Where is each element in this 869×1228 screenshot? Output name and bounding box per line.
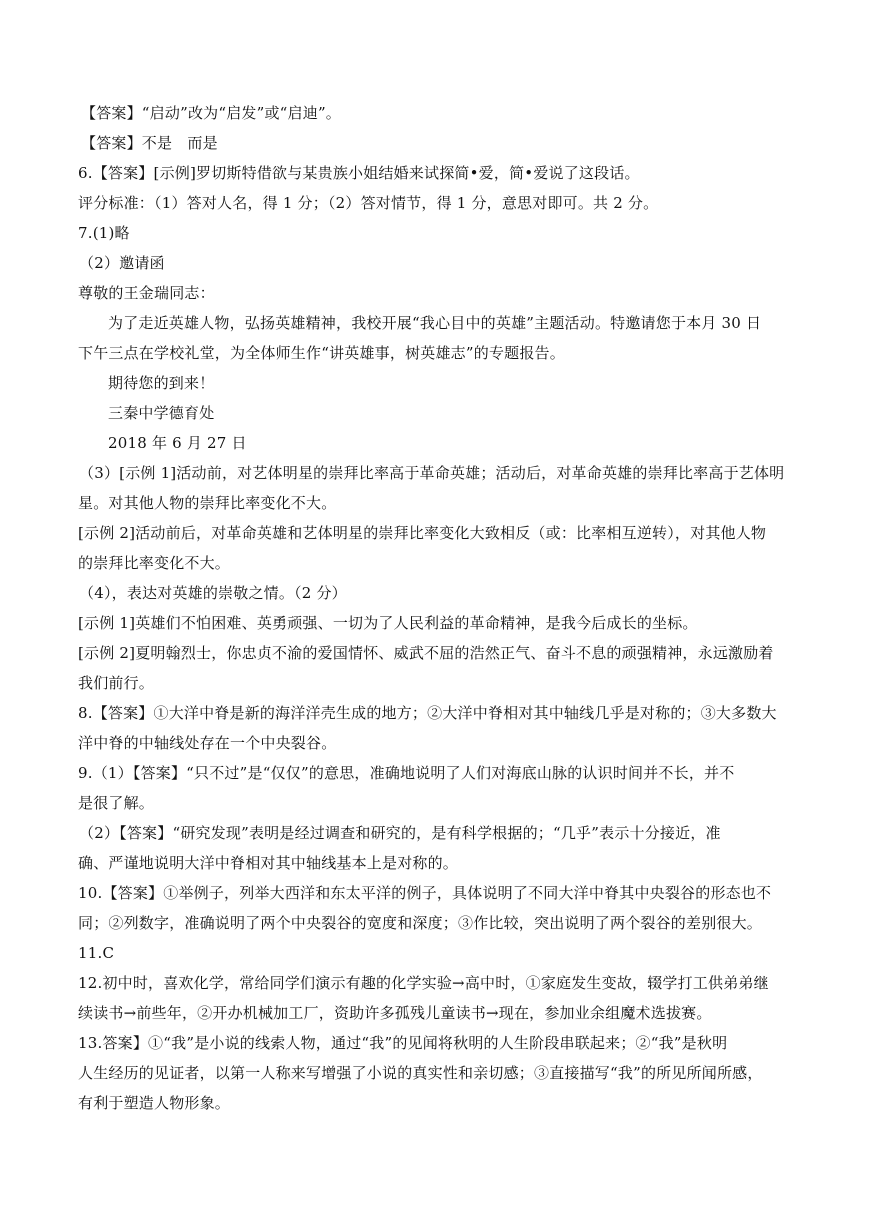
answer-line-16: 的崇拜比率变化不大。 xyxy=(78,554,231,572)
answer-line-17: （4），表达对英雄的崇敬之情。（2 分） xyxy=(79,584,347,602)
answer-line-5: 7.(1)略 xyxy=(78,224,130,242)
answer-line-14: 星。对其他人物的崇拜比率变化不大。 xyxy=(78,494,337,512)
answer-line-18: [示例 1]英雄们不怕困难、英勇顽强、一切为了人民利益的革命精神，是我今后成长的坐标。 xyxy=(78,614,698,632)
answer-line-30: 12.初中时，喜欢化学，常给同学们演示有趣的化学实验→高中时，①家庭发生变故，辍学打工供弟弟继 xyxy=(78,974,769,992)
answer-line-28: 同；②列数字，准确说明了两个中央裂谷的宽度和深度；③作比较，突出说明了两个裂谷的差别很大。 xyxy=(78,914,763,932)
answer-line-20: 我们前行。 xyxy=(78,674,155,692)
answer-line-19: [示例 2]夏明翰烈士，你忠贞不渝的爱国情怀、威武不屈的浩然正气、奋斗不息的顽强精神，永远激励着 xyxy=(78,644,774,662)
answer-line-8: 为了走近英雄人物，弘扬英雄精神，我校开展“我心目中的英雄”主题活动。特邀请您于本月 30 日 xyxy=(108,314,762,332)
answer-line-3: 6.【答案】[示例]罗切斯特借欲与某贵族小姐结婚来试探简•爱，简•爱说了这段话。 xyxy=(78,164,640,182)
answer-line-25: （2）【答案】“研究发现”表明是经过调查和研究的，是有科学根据的；“几乎”表示十分接近，准 xyxy=(79,824,721,842)
answer-line-12: 2018 年 6 月 27 日 xyxy=(108,434,247,452)
answer-line-4: 评分标准：（1）答对人名，得 1 分；（2）答对情节，得 1 分，意思对即可。共 2 分。 xyxy=(78,194,659,212)
answer-line-32: 13.答案】①“我”是小说的线索人物，通过“我”的见闻将秋明的人生阶段串联起来；②“我”是秋明 xyxy=(78,1034,728,1052)
answer-line-24: 是很了解。 xyxy=(78,794,155,812)
answer-line-21: 8.【答案】①大洋中脊是新的海洋洋壳生成的地方；②大洋中脊相对其中轴线几乎是对称的；③大多数大 xyxy=(78,704,777,722)
answer-line-2: 【答案】不是 而是 xyxy=(81,134,218,152)
answer-line-11: 三秦中学德育处 xyxy=(108,404,215,422)
answer-line-1: 【答案】“启动”改为“启发”或“启迪”。 xyxy=(81,104,342,122)
answer-line-34: 有利于塑造人物形象。 xyxy=(78,1094,231,1112)
answer-line-9: 下午三点在学校礼堂，为全体师生作“讲英雄事，树英雄志”的专题报告。 xyxy=(78,344,565,362)
answer-line-31: 续读书→前些年，②开办机械加工厂，资助许多孤残儿童读书→现在，参加业余组魔术选拔赛。 xyxy=(78,1004,712,1022)
answer-line-26: 确、严谨地说明大洋中脊相对其中轴线基本上是对称的。 xyxy=(78,854,459,872)
answer-line-22: 洋中脊的中轴线处存在一个中央裂谷。 xyxy=(78,734,337,752)
answer-line-33: 人生经历的见证者，以第一人称来写增强了小说的真实性和亲切感；③直接描写“我”的所见所闻所感， xyxy=(78,1064,763,1082)
answer-line-23: 9.（1）【答案】“只不过”是“仅仅”的意思，准确地说明了人们对海底山脉的认识时间并不长，并不 xyxy=(78,764,735,782)
answer-line-27: 10.【答案】①举例子，列举大西洋和东太平洋的例子，具体说明了不同大洋中脊其中央裂谷的形态也不 xyxy=(78,884,772,902)
answer-line-7: 尊敬的王金瑞同志： xyxy=(78,284,215,302)
answer-line-6: （2）邀请函 xyxy=(79,254,165,272)
answer-line-15: [示例 2]活动前后，对革命英雄和艺体明星的崇拜比率变化大致相反（或：比率相互逆转），对其他人物 xyxy=(78,524,767,542)
answer-line-29: 11.C xyxy=(78,944,115,962)
answer-line-13: （3）[示例 1]活动前，对艺体明星的崇拜比率高于革命英雄；活动后，对革命英雄的崇拜比率高于艺体明 xyxy=(79,464,785,482)
answer-line-10: 期待您的到来！ xyxy=(108,374,215,392)
